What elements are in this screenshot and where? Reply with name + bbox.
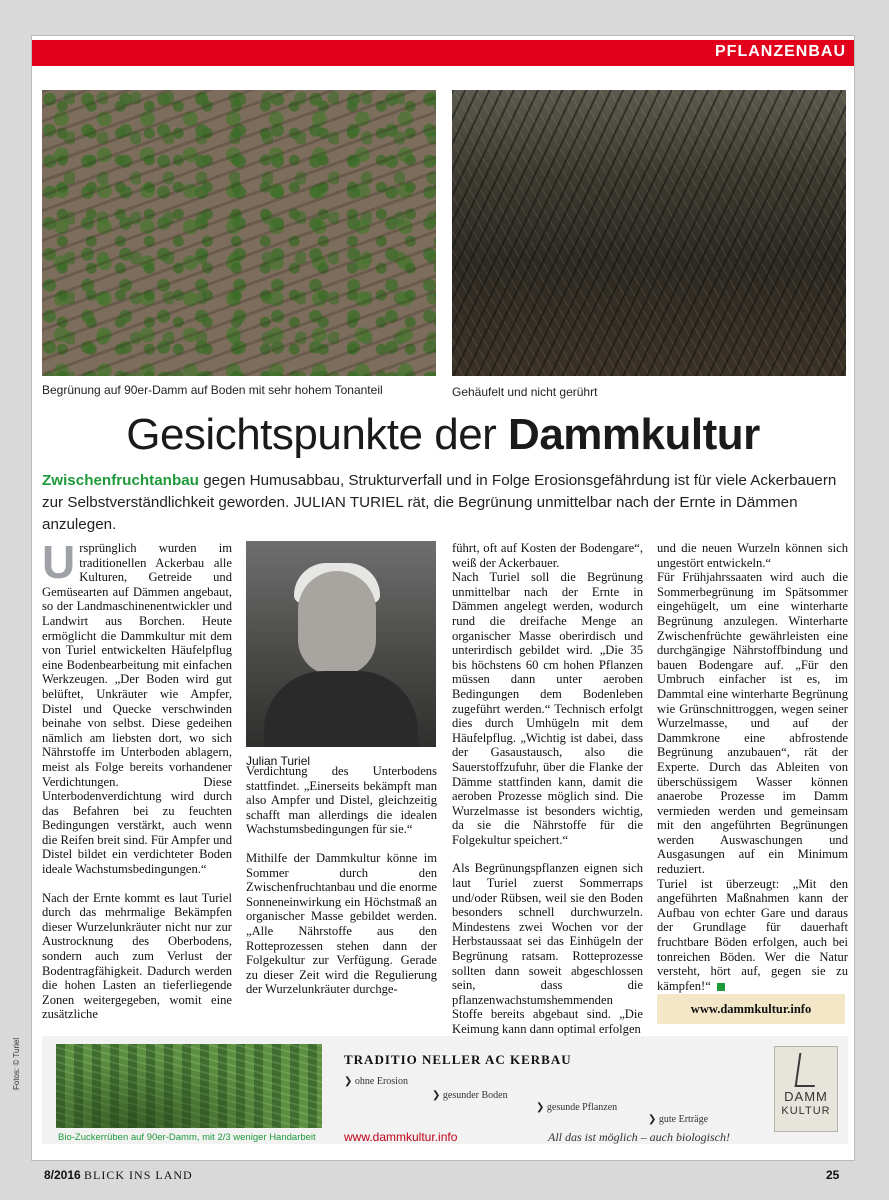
lead-text: gegen Humusabbau, Strukturverfall und in Folge Erosionsgefährdung ist für viele Ackerbauern zur Selbstverständlichkeit geworden. JULIAN TURIEL rät, die Begrünung unmittelbar nach der Ernte in Dämmen anzulegen. [42,472,837,533]
ad-bullet-3: ❯ gesunde Pflanzen [536,1102,617,1113]
col4-paragraph-3: Turiel ist überzeugt: „Mit den angeführten Maßnahmen kann der Aufbau von echter Gare und daraus der Grundlage für dauerhaft fruchtbare Böden erfolgen, auch bei tonreichen Böden. Wer die Natur versteht, hört auf, gegen sie zu kämpfen!“ [657,876,848,993]
col4-paragraph-1: und die neuen Wurzeln können sich ungestört entwickeln.“ [657,541,848,570]
col2-paragraph-2: Mithilfe der Dammkultur könne im Sommer durch den Zwischenfruchtanbau und die enorme Sonneneinwirkung ein Höchstmaß an organischer Masse gebildet werden. „Alle Nährstoffe aus den Rotteprozessen stehen dann der Folgekultur zur Verfügung. Gerade zu dieser Zeit wird die Regulierung der Wurzelunkräuter durchge- [246,850,437,997]
issue-number: 8/2016 [44,1168,81,1182]
photo-caption-1: Begrünung auf 90er-Damm auf Boden mit sehr hohem Tonanteil [42,383,383,397]
ad-bullet-4: ❯ gute Erträge [648,1114,708,1125]
ad-title: TRADITIO NELLER AC KERBAU [344,1052,572,1067]
photo-green-cover-dam [42,90,436,376]
ad-photo-sugar-beets [56,1044,322,1128]
col1-paragraph-2: Nach der Ernte kommt es laut Turiel durch das mehrmalige Bekämpfen dieser Wurzelunkräuter nicht nur zur Austrocknung des Oberbodens, sondern auch zum Verlust der Bodentragfähigkeit. Dadurch werden die hohen Lasten an tieferliegende Zonen weitergegeben, womit eine zusätzliche [42,890,232,1022]
logo-text-2: KULTUR [781,1105,831,1117]
title-light: Gesichtspunkte der [126,410,509,459]
article-lead [42,470,848,536]
col3-paragraph-3: Als Begrünungspflanzen eignen sich laut Turiel zuerst Sommerraps und/oder Rübsen, weil sie den Boden besonders schnell durchwurzeln. Mindestens zwei Wochen vor der Herbstaussaat sei das Einhügeln der Begrünung ratsam. Rotteprozesse sollten dann soweit abgeschlossen sein, dass die pflanzenwachstumshemmenden Stoffe bereits abgebaut sind. „Die Keimung kann dann optimal erfolgen [452,861,643,1036]
ad-bullet-1: ❯ ohne Erosion [344,1076,408,1087]
col3-paragraph-1: führt, oft auf Kosten der Bodengare“, weiß der Ackerbauer. [452,541,643,570]
col3-paragraph-2: Nach Turiel soll die Begrünung unmittelbar nach der Ernte in Dämmen angelegt werden, wodurch rund die dreifache Menge an organischer Masse oberirdisch und unterirdisch gebildet wird. „Die 35 bis höchstens 60 cm hohen Pflanzen müssen dann unter aeroben Bedingungen dem Bodenleben zugeführt werden.“ Technisch erfolgt dies durch Umhügeln mit dem Häufelpflug. „Wichtig ist dabei, dass der Gasaustausch, also die Sauerstoffzufuhr, über die Flanke der Dämme stattfinden kann, damit die aeroben Prozesse möglich sind. Die Wurzelmasse ist besonders wichtig, da sie die Nährstoffe für die Folgekultur speichert.“ [452,570,643,847]
footer-issue [44,1168,193,1183]
col2-paragraph-1: Verdichtung des Unterbodens stattfindet. „Einerseits bekämpft man also Ampfer und Distel, gleichzeitig schafft man allerdings die idealen Wachstumsbedingungen für sie.“ [246,764,437,837]
column-2 [246,764,437,997]
photo-hilled-soil [452,90,846,376]
magazine-name: BLICK INS LAND [84,1168,193,1182]
portrait-caption: Julian Turiel [246,754,311,768]
page-number: 25 [826,1168,840,1182]
portrait-photo [246,541,436,747]
end-mark [717,983,725,991]
website-box[interactable]: www.dammkultur.info [657,994,845,1024]
ad-website[interactable]: www.dammkultur.info [344,1130,458,1144]
col1-paragraph-1: rsprünglich wurden im traditionellen Ackerbau alle Kulturen, Getreide und Gemüsearten auf Dämmen angebaut, so der Landmaschinenentwickler und Landwirt aus Borchen. Heute ermöglicht die Dammkultur mit dem von Turiel entwickelten Häufelpflug eine Bodenbearbeitung mit einfachen Werkzeugen. „Der Boden wird gut belüftet, Unkräuter wie Ampfer, Distel und Quecke verschwinden beinahe von selbst. Diese gedeihen nämlich am liebsten dort, wo sich Nährstoffe im Unterboden ablagern, meist als Folge bereits vorhandener Verdichtungen. Diese Unterbodenverdichtung wird durch das Befahren bei zu feuchten Bedingungen verstärkt, auch wenn die Reifen breit sind. Für Ampfer und Distel bildet ein verdichteter Boden ideale Wachstumsbedingungen.“ [42,541,232,877]
column-1 [42,536,232,1022]
photo-credit: Fotos: © Turiel [12,1037,21,1090]
ad-bullet-2: ❯ gesunder Boden [432,1090,508,1101]
section-bar [32,40,854,66]
ad-photo-caption: Bio-Zuckerrüben auf 90er-Damm, mit 2/3 weniger Handarbeit [58,1132,316,1143]
column-3 [452,541,643,1037]
drop-cap: U [42,536,76,588]
photo-caption-2: Gehäufelt und nicht gerührt [452,385,598,399]
article-title [32,410,854,460]
lead-keyword: Zwischenfruchtanbau [42,472,199,489]
magazine-page [32,36,854,1160]
ad-slogan: All das ist möglich – auch biologisch! [548,1130,730,1144]
advertisement [42,1036,848,1144]
section-label: PFLANZENBAU [715,43,846,60]
dammkultur-logo [774,1046,838,1132]
plant-icon [795,1053,820,1087]
column-4 [657,541,848,993]
title-bold: Dammkultur [508,410,760,459]
logo-text-1: DAMM [784,1089,828,1104]
col4-paragraph-2: Für Frühjahrssaaten wird auch die Sommerbegrünung im Spätsommer eingehügelt, um eine winterharte Begrünung anzulegen. Winterharte Zwischenfrüchte gewährleisten eine durchgängige Nährstoffbindung und bauen Bodengare auf. „Für den Umbruch einfacher ist es, im Dammtal eine winterharte Begrünung wie Grünschnittroggen, wegen seiner Wurzelmasse, und auf der Dammkrone eine abfrostende Begrünung anzubauen“, rät der Experte. Durch das Ableiten von überschüssigem Wasser können anaerobe Prozesse im Damm vermieden werden und gemeinsam mit den angeführten Begrünungen werden Auswaschungen und Ausgasungen auf ein Minimum reduziert. [657,570,848,877]
